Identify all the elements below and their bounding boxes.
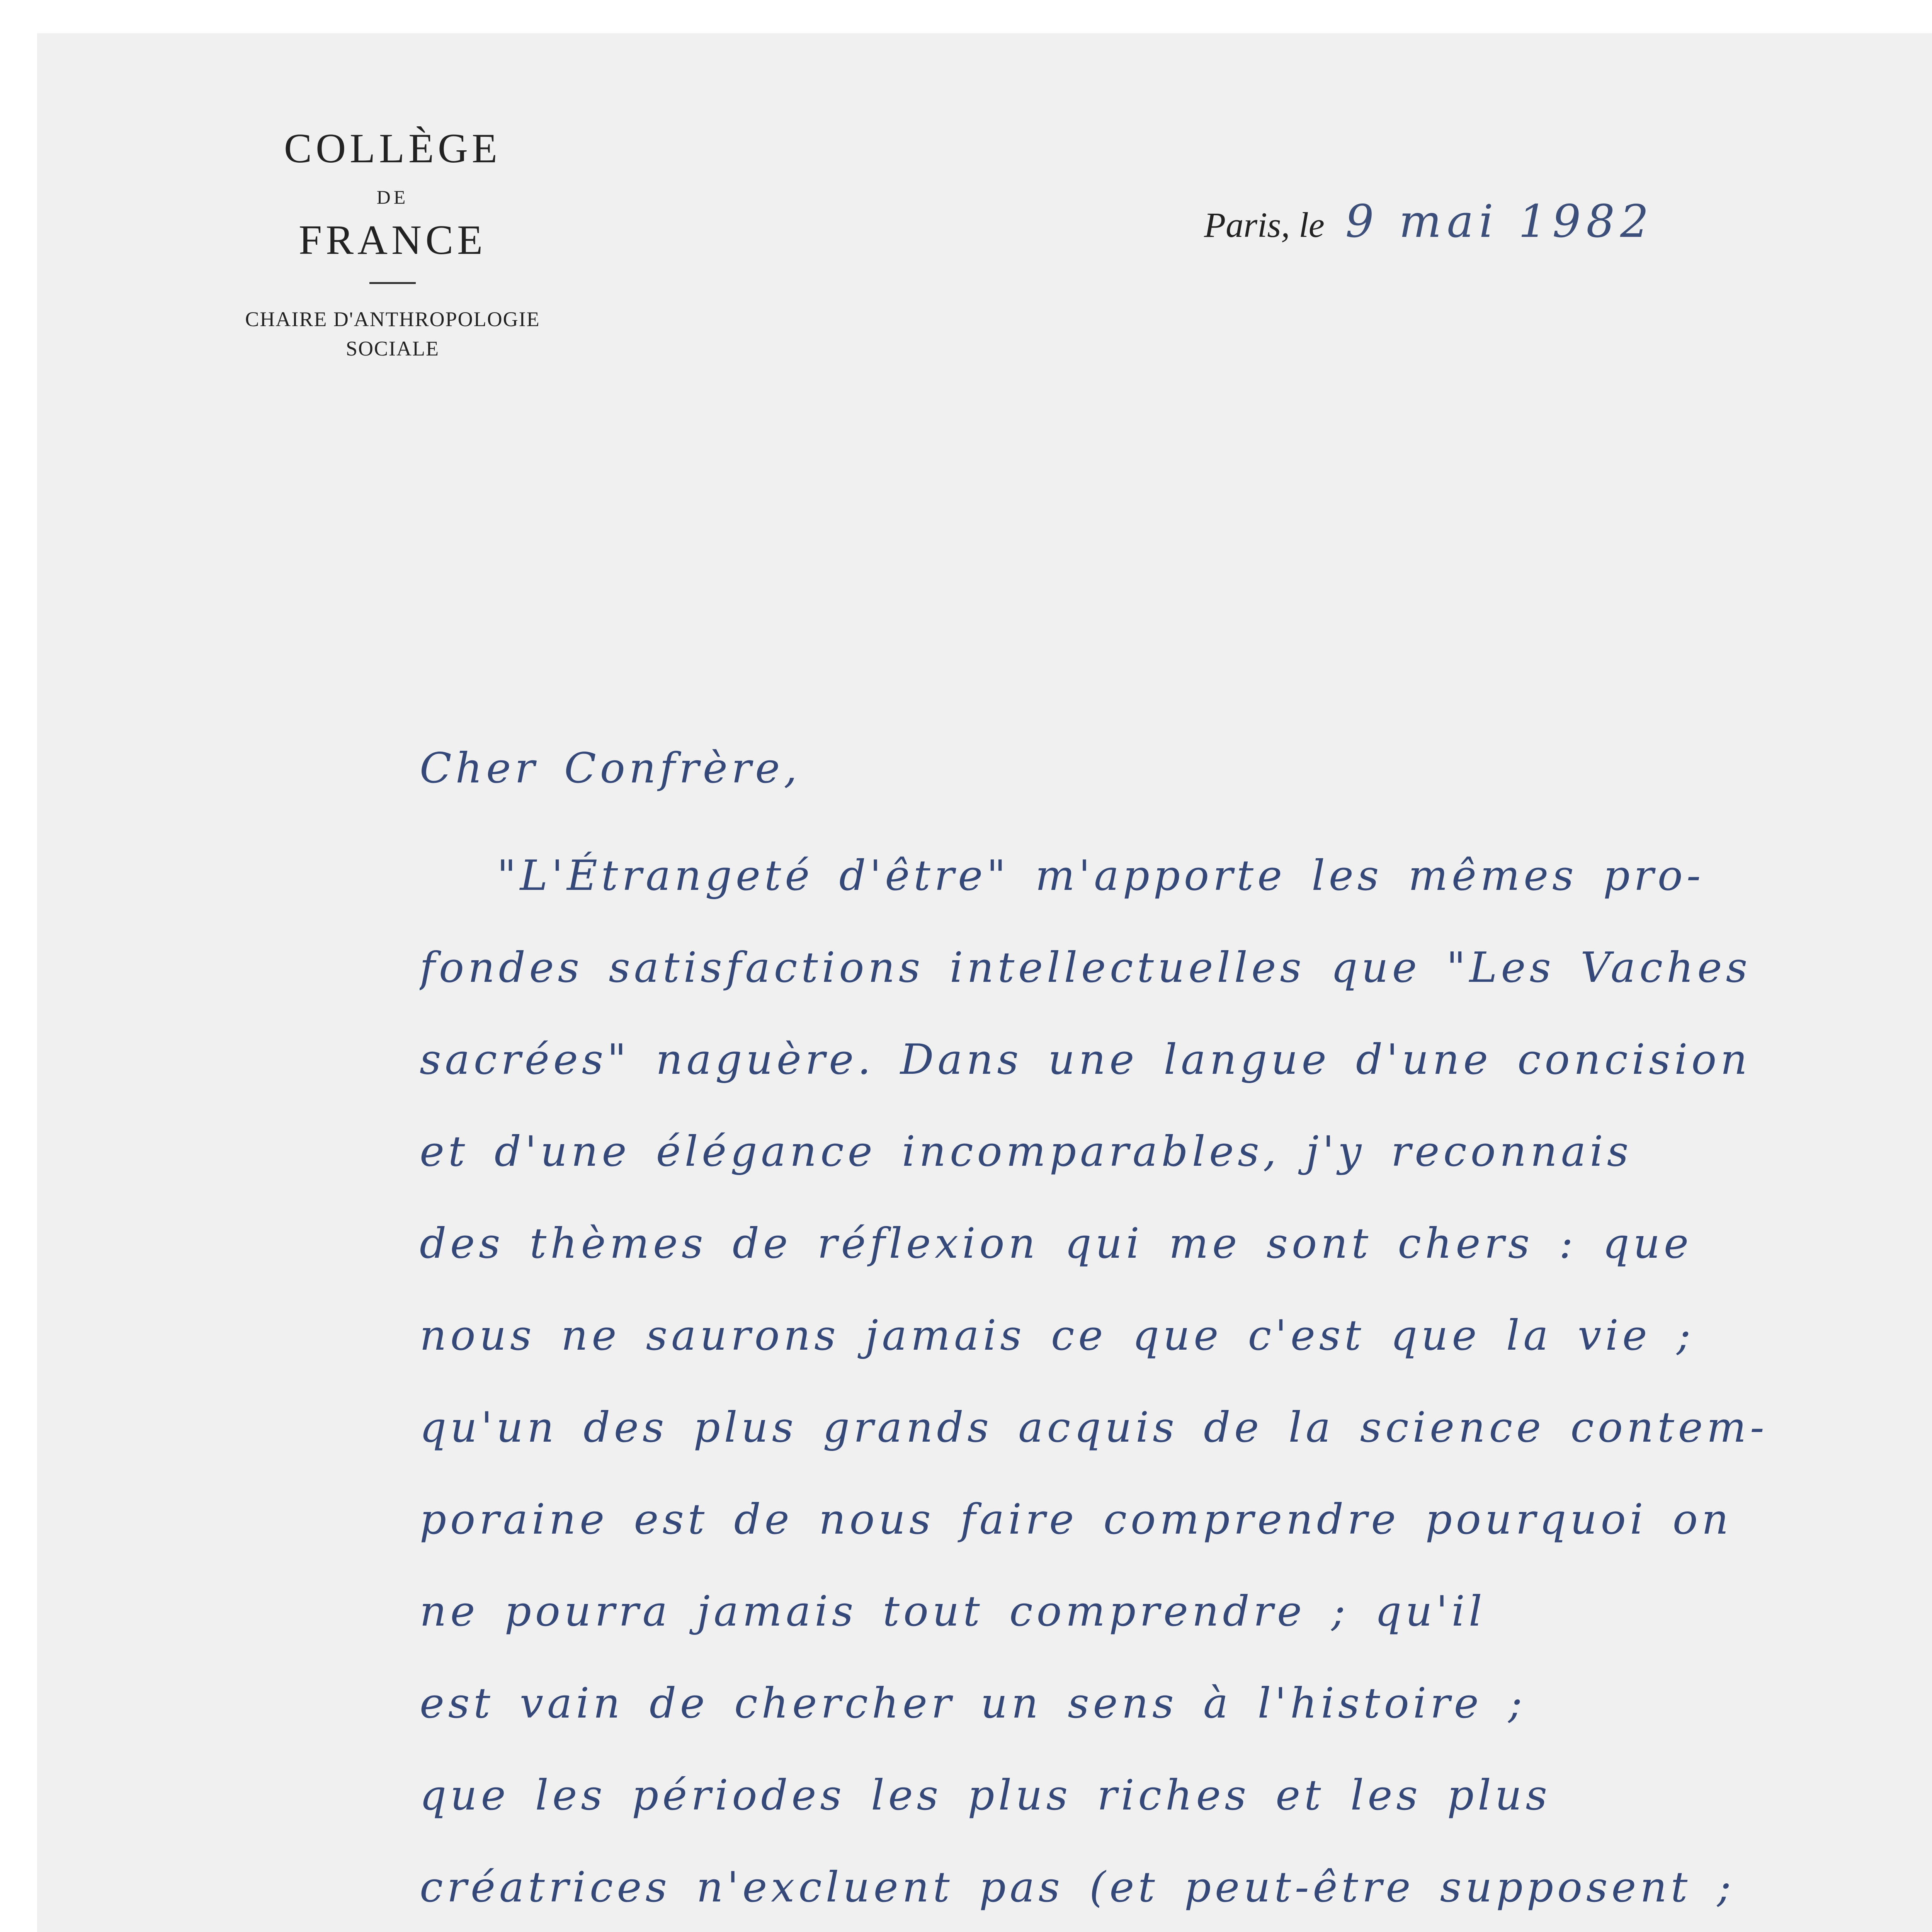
body-line: créatrices n'excluent pas (et peut-être supposent ;	[420, 1863, 1735, 1912]
letterhead	[192, 126, 594, 361]
body-line: que les périodes les plus riches et les plus	[420, 1771, 1551, 1820]
body-line: ne pourra jamais tout comprendre ; qu'il	[420, 1587, 1486, 1636]
letterhead-de: DE	[376, 186, 409, 208]
letterhead-college: COLLÈGE	[284, 126, 501, 172]
letter-body	[420, 744, 1932, 1932]
letterhead-chair: CHAIRE D'ANTHROPOLOGIE	[245, 307, 540, 331]
body-line: poraine est de nous faire comprendre pourquoi on	[420, 1495, 1733, 1544]
letterhead-chair-subtitle: SOCIALE	[346, 337, 439, 360]
dateline	[1204, 196, 1654, 248]
letterhead-divider	[369, 282, 416, 284]
body-line: des thèmes de réflexion qui me sont chers : que	[420, 1219, 1693, 1268]
body-line: fondes satisfactions intellectuelles que "Les Vaches	[420, 944, 1752, 992]
letter-sheet	[37, 33, 1932, 1932]
salutation: Cher Confrère,	[420, 744, 801, 793]
dateline-date: 9 mai 1982	[1345, 196, 1654, 248]
body-line: et d'une élégance incomparables, j'y reconnais	[420, 1128, 1633, 1176]
body-line: nous ne saurons jamais ce que c'est que la vie ;	[420, 1311, 1695, 1360]
paragraph-1	[420, 852, 1932, 1932]
letterhead-france: FRANCE	[298, 217, 487, 263]
body-line: sacrées" naguère. Dans une langue d'une concision	[420, 1036, 1751, 1084]
body-line: "L'Étrangeté d'être" m'apporte les mêmes pro-	[497, 852, 1705, 900]
dateline-place: Paris, le	[1204, 205, 1325, 245]
body-line: qu'un des plus grands acquis de la science contem-	[420, 1403, 1768, 1452]
body-line: est vain de chercher un sens à l'histoire ;	[420, 1679, 1526, 1728]
